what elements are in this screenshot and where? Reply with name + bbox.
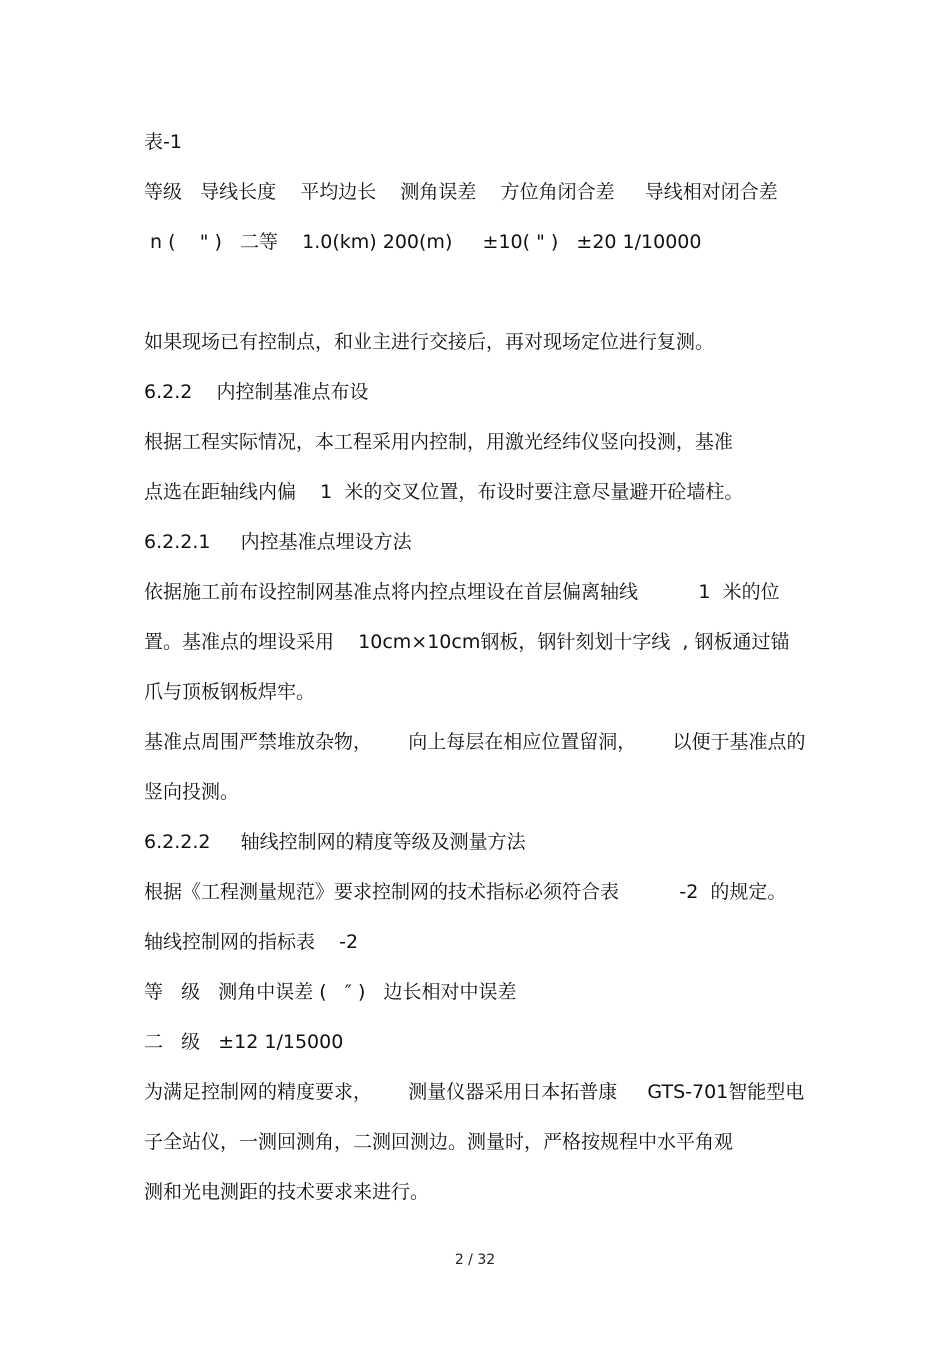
paragraph-line: 爪与顶板钢板焊牢。 [144, 681, 316, 703]
paragraph-line: 竖向投测。 [144, 781, 240, 803]
paragraph-line: 测和光电测距的技术要求来进行。 [144, 1181, 430, 1203]
paragraph-line: 子全站仪，一测回测角，二测回测边。测量时，严格按规程中水平角观 [144, 1131, 734, 1153]
page-number: 2 / 32 [454, 1252, 496, 1268]
paragraph-line: 根据《工程测量规范》要求控制网的技术指标必须符合表 -2 的规定。 [144, 881, 787, 903]
table-caption-2: 轴线控制网的指标表 -2 [144, 931, 359, 953]
paragraph-line: 基准点周围严禁堆放杂物， 向上每层在相应位置留洞， 以便于基准点的 [144, 731, 806, 753]
table-1-data-row: n ( " ) 二等 1.0(km) 200(m) ±10( " ) ±20 1/10000 [144, 231, 702, 253]
section-heading-6-2-2: 6.2.2 内控制基准点布设 [144, 381, 369, 403]
table-2-data-row: 二 级 ±12 1/15000 [144, 1031, 344, 1053]
paragraph-line: 为满足控制网的精度要求， 测量仪器采用日本拓普康 GTS-701智能型电 [144, 1081, 805, 1103]
paragraph-line: 如果现场已有控制点，和业主进行交接后，再对现场定位进行复测。 [144, 331, 715, 353]
paragraph-line: 置。基准点的埋设采用 10cm×10cm钢板，钢针刻划十字线 , 钢板通过锚 [144, 631, 790, 653]
paragraph-line: 依据施工前布设控制网基准点将内控点埋设在首层偏离轴线 1 米的位 [144, 581, 780, 603]
paragraph-line: 点选在距轴线内偏 1 米的交叉位置，布设时要注意尽量避开砼墙柱。 [144, 481, 744, 503]
section-heading-6-2-2-1: 6.2.2.1 内控基准点埋设方法 [144, 531, 412, 553]
table-1-header-row: 等级 导线长度 平均边长 测角误差 方位角闭合差 导线相对闭合差 [144, 181, 778, 203]
table-2-header-row: 等 级 测角中误差 ( ″ ) 边长相对中误差 [144, 981, 517, 1003]
section-heading-6-2-2-2: 6.2.2.2 轴线控制网的精度等级及测量方法 [144, 831, 526, 853]
paragraph-line: 根据工程实际情况，本工程采用内控制，用激光经纬仪竖向投测，基准 [144, 431, 734, 453]
table-caption-1: 表-1 [144, 131, 182, 153]
